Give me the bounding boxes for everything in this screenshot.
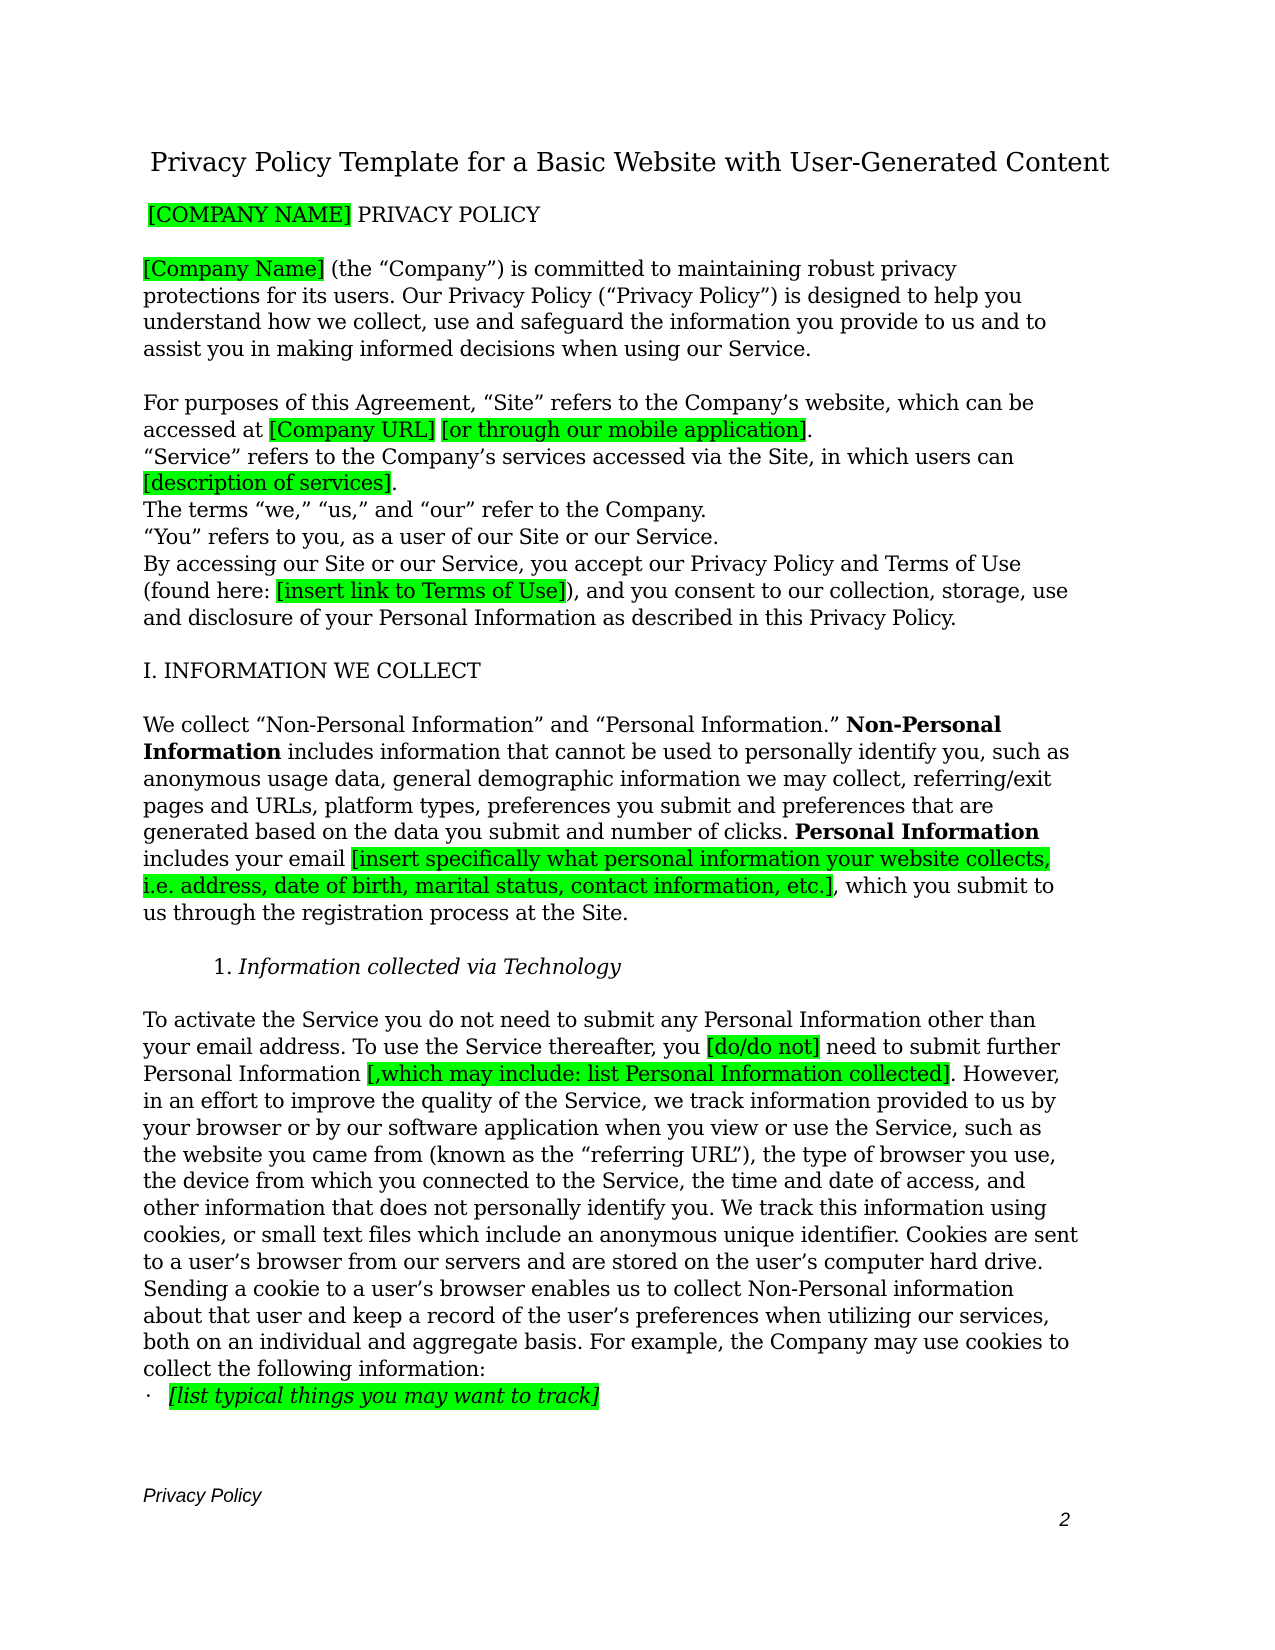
paragraph-text: By accessing our Site or our Service, you accept our Privacy Policy and Terms of Use (found here:	[143, 551, 1021, 603]
list-item	[143, 1383, 1078, 1410]
service-definition	[143, 444, 1078, 498]
paragraph-text: “Service” refers to the Company’s services accessed via the Site, in which users can	[143, 444, 1014, 469]
placeholder-highlight[interactable]: [Company URL]	[269, 417, 435, 442]
page-number: 2	[1059, 1510, 1070, 1531]
technology-paragraph	[143, 1007, 1078, 1383]
placeholder-highlight[interactable]: [insert specifically what personal information your website collects, i.e. address, date of birth, marital status, contact information, etc.]	[143, 847, 1051, 899]
list-number: 1.	[213, 954, 233, 979]
placeholder-highlight[interactable]: [Company Name]	[143, 256, 325, 281]
document-title: Privacy Policy Template for a Basic Website with User-Generated Content	[150, 148, 1110, 178]
you-definition: “You” refers to you, as a user of our Site or our Service.	[143, 525, 719, 550]
paragraph-text: For purposes of this Agreement, “Site” refers to the Company’s website, which can be accessed at	[143, 390, 1034, 442]
subsection-heading	[143, 954, 1078, 981]
bullet-icon: ·	[145, 1384, 152, 1409]
acceptance-paragraph	[143, 551, 1078, 632]
site-definition	[143, 390, 1078, 444]
information-paragraph	[143, 712, 1078, 927]
paragraph-text: need to submit further Personal Information	[143, 1035, 1060, 1086]
placeholder-highlight[interactable]: [description of services]	[143, 471, 392, 496]
footer-label: Privacy Policy	[143, 1486, 262, 1507]
document-body	[143, 202, 1078, 1410]
placeholder-highlight[interactable]: [do/do not]	[706, 1035, 820, 1060]
intro-paragraph	[143, 256, 1078, 363]
heading-text: PRIVACY POLICY	[350, 203, 540, 227]
paragraph-text: .	[391, 471, 398, 496]
company-policy-heading	[143, 202, 1078, 229]
placeholder-highlight[interactable]: [or through our mobile application]	[441, 417, 807, 442]
paragraph-text: .	[806, 417, 813, 442]
subsection-title: Information collected via Technology	[238, 954, 621, 979]
paragraph-text: includes your email	[143, 847, 352, 872]
placeholder-highlight[interactable]: [COMPANY NAME]	[148, 203, 351, 227]
paragraph-text: , which you submit to us through the registration process at the Site.	[143, 874, 1055, 925]
bold-term: Personal Information	[794, 819, 1040, 845]
terms-definition: The terms “we,” “us,” and “our” refer to the Company.	[143, 498, 707, 523]
section-heading: I. INFORMATION WE COLLECT	[143, 659, 481, 684]
bold-term: Non-Personal Information	[143, 712, 1002, 764]
placeholder-highlight[interactable]: [list typical things you may want to track]	[169, 1384, 599, 1409]
paragraph-text: ), and you consent to our collection, storage, use and disclosure of your Personal Information as described in this Privacy Policy.	[143, 578, 1068, 630]
paragraph-text: To activate the Service you do not need to submit any Personal Information other than your email address. To use the Service thereafter, you	[143, 1008, 1036, 1060]
paragraph-text: (the “Company”) is committed to maintaining robust privacy protections for its users. Our Privacy Policy (“Privacy Policy”) is designed to help you understand how we collect, use and safeguard the information you provide to us and to assist you in making informed decisions when using our Service.	[143, 256, 1047, 362]
placeholder-highlight[interactable]: [insert link to Terms of Use]	[276, 578, 566, 603]
placeholder-highlight[interactable]: [,which may include: list Personal Information collected]	[366, 1062, 950, 1086]
paragraph-text: We collect “Non-Personal Information” and “Personal Information.”	[143, 713, 846, 738]
paragraph-text: includes information that cannot be used to personally identify you, such as anonymous usage data, general demographic information we may collect, referring/exit pages and URLs, platform types, preferences you submit and preferences that are generated based on the data you submit and number of clicks.	[143, 739, 1070, 845]
paragraph-text: . However, in an effort to improve the quality of the Service, we track information provided to us by your browser or by our software application when you view or use the Service, such as the website you came from (known as the “referring URL”), the type of browser you use, the device from which you connected to the Service, the time and date of access, and other information that does not personally identify you. We track this information using cookies, or small text files which include an anonymous unique identifier. Cookies are sent to a user’s browser from our servers and are stored on the user’s computer hard drive. Sending a cookie to a user’s browser enables us to collect Non-Personal information about that user and keep a record of the user’s preferences when utilizing our services, both on an individual and aggregate basis. For example, the Company may use cookies to collect the following information:	[143, 1062, 1078, 1382]
